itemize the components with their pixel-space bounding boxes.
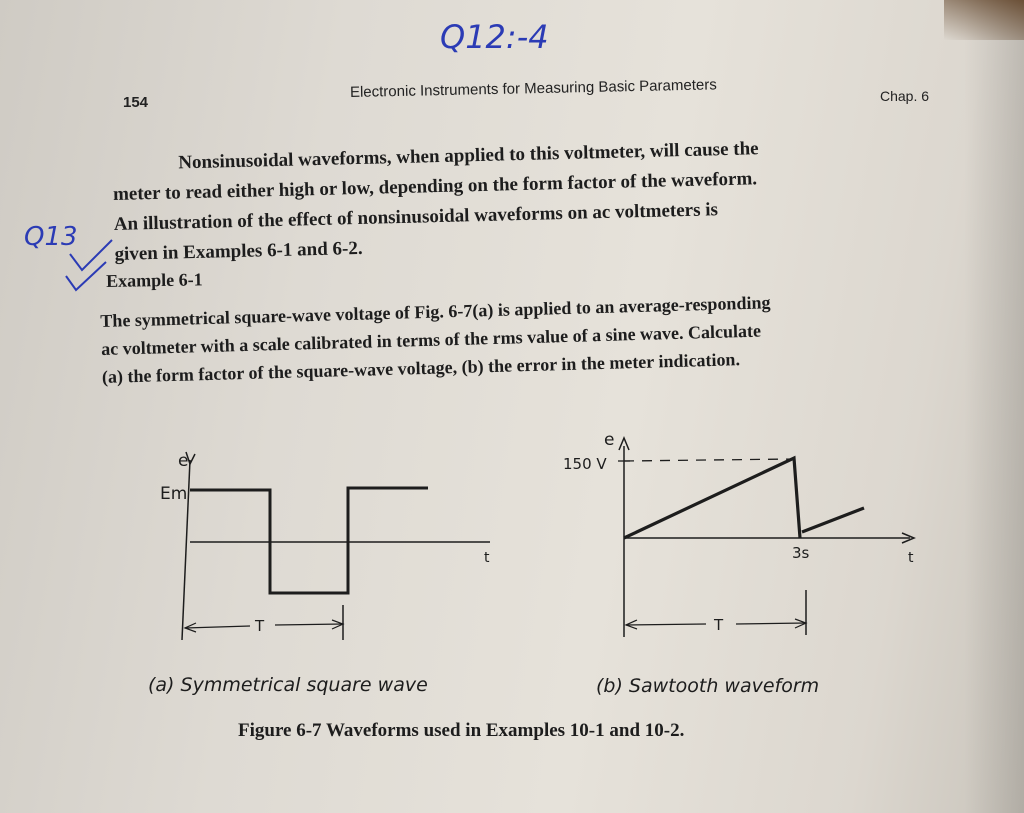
example-heading: Example 6-1 (106, 269, 203, 291)
fig-b-x-label: t (908, 550, 914, 566)
fig-b-y-label: e (604, 430, 615, 450)
fig-b-caption: (b) Sawtooth waveform (596, 675, 820, 697)
chapter-label: Chap. 6 (880, 88, 930, 104)
paragraph-line: Nonsinusoidal waveforms, when applied to this voltmeter, will cause the (178, 138, 759, 174)
handwritten-top-note: Q12:-4 (440, 18, 549, 56)
fig-a-caption: (a) Symmetrical square wave (148, 674, 428, 696)
fig-b-time-label: 3s (792, 544, 810, 562)
fig-a-x-label: t (484, 550, 490, 566)
figure-caption: Figure 6-7 Waveforms used in Examples 10-1 and 10-2. (238, 720, 685, 741)
paragraph-line: An illustration of the effect of nonsinusoidal waveforms on ac voltmeters is (113, 199, 719, 235)
fig-a-y-label: e (178, 451, 189, 471)
paragraph-line: meter to read either high or low, depending on the form factor of the waveform. (112, 168, 758, 205)
page-number: 154 (123, 94, 149, 111)
running-header-title: Electronic Instruments for Measuring Basic Parameters (349, 76, 717, 101)
fig-a-amplitude-label: Em (160, 484, 188, 504)
handwritten-margin-note: Q13 (24, 222, 78, 252)
example-line: The symmetrical square-wave voltage of Fig. 6-7(a) is applied to an average-responding (100, 292, 771, 331)
paragraph-line: given in Examples 6-1 and 6-2. (114, 237, 363, 265)
example-line: (a) the form factor of the square-wave voltage, (b) the error in the meter indication. (101, 349, 741, 387)
fig-b-period-label: T (714, 616, 724, 634)
example-line: ac voltmeter with a scale calibrated in terms of the rms value of a sine wave. Calculate (100, 320, 762, 359)
fig-b-peak-label: 150 V (563, 455, 607, 473)
fig-a-period-label: T (255, 617, 265, 635)
